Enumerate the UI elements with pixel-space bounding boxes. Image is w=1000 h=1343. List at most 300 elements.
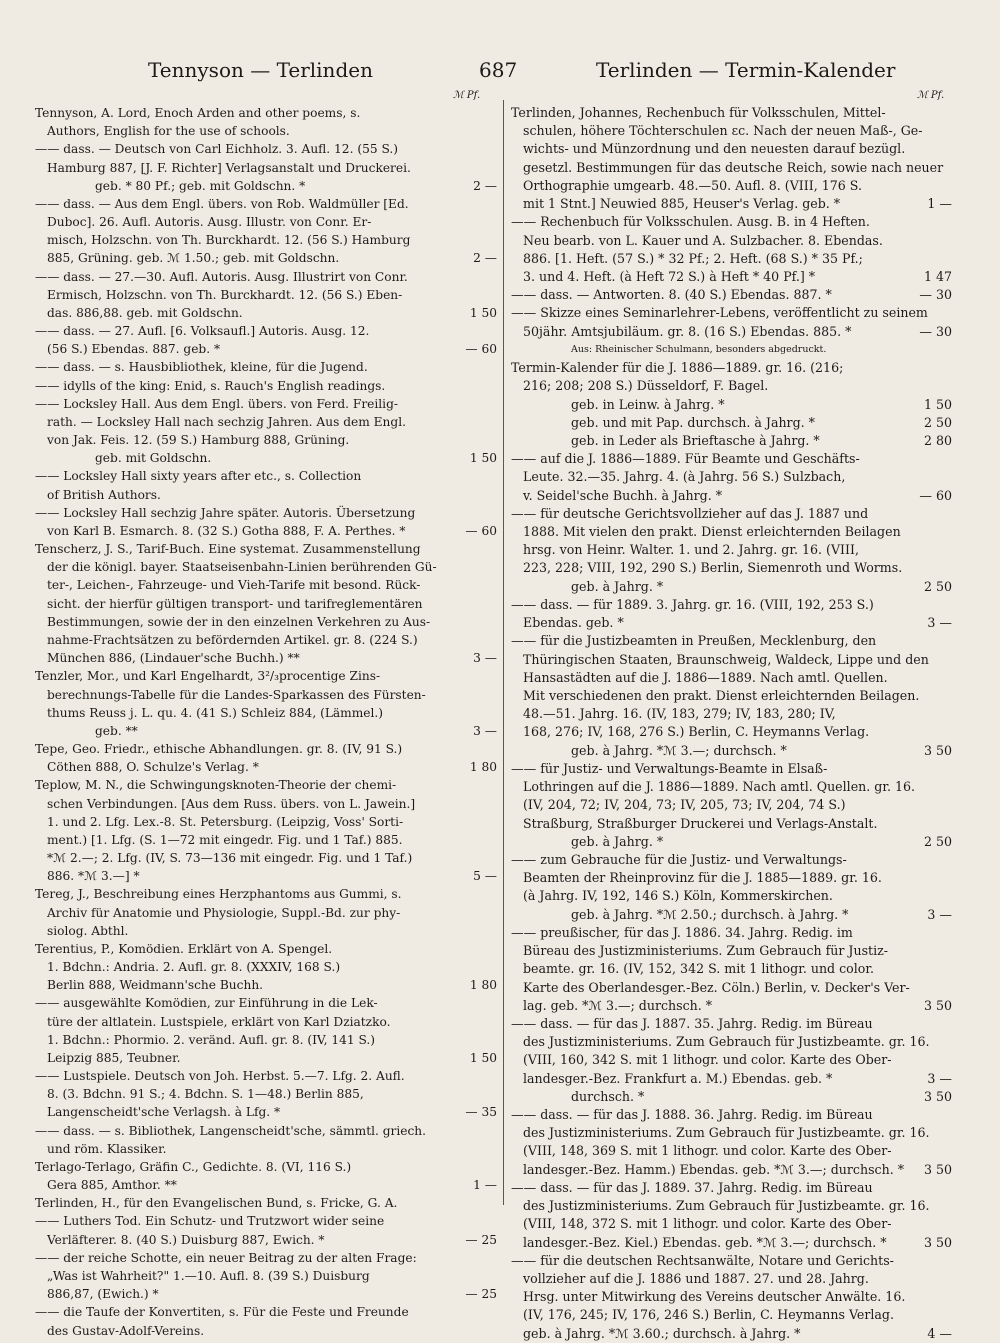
- catalog-line: [35, 467, 497, 485]
- entry-text: geb. mit Goldschn.: [95, 451, 212, 466]
- entry-text: —— dass. — für das J. 1887. 35. Jahrg. Redig. im Büreau: [511, 1015, 873, 1031]
- entry-text: (VIII, 148, 369 S. mit 1 lithogr. und color. Karte des Ober-: [523, 1143, 892, 1159]
- catalog-line: [35, 940, 497, 958]
- catalog-line: [35, 377, 497, 395]
- entry-text: 223, 228; VIII, 192, 290 S.) Berlin, Siemenroth und Worms.: [523, 560, 903, 576]
- catalog-line: [35, 358, 497, 376]
- price: 1 50: [469, 1050, 497, 1065]
- entry-text: —— dass. — s. Bibliothek, Langenscheidt'sche, sämmtl. griech.: [35, 1123, 427, 1138]
- entry-text: landesger.-Bez. Frankfurt a. M.) Ebendas. geb. *: [523, 1070, 833, 1086]
- left-column: [35, 104, 497, 1340]
- entry-text: geb. à Jahrg. *ℳ 2.50.; durchsch. à Jahrg. *: [571, 906, 849, 922]
- catalog-line: [35, 122, 497, 140]
- catalog-line: [35, 686, 497, 704]
- catalog-line: [511, 651, 952, 669]
- price: 3 —: [473, 723, 497, 738]
- right-column: [511, 104, 952, 1343]
- entry-text: 8. (3. Bdchn. 91 S.; 4. Bdchn. S. 1—48.) Berlin 885,: [47, 1087, 364, 1102]
- entry-text: (VIII, 160, 342 S. mit 1 lithogr. und color. Karte des Ober-: [523, 1052, 892, 1068]
- catalog-line: [511, 450, 952, 468]
- entry-text: (VIII, 148, 372 S. mit 1 lithogr. und color. Karte des Ober-: [523, 1216, 892, 1232]
- catalog-line: [511, 723, 952, 741]
- catalog-line: [35, 667, 497, 685]
- entry-text: Duboc]. 26. Aufl. Autoris. Ausg. Illustr. von Conr. Er-: [47, 215, 372, 230]
- entry-text: —— für die Justizbeamten in Preußen, Mecklenburg, den: [511, 633, 877, 649]
- catalog-line: [35, 1158, 497, 1176]
- entry-text: —— idylls of the king: Enid, s. Rauch's English readings.: [35, 378, 386, 393]
- catalog-line: [511, 1325, 952, 1343]
- price: 5 —: [473, 869, 497, 884]
- catalog-line: [35, 1212, 497, 1230]
- entry-text: Ebendas. geb. *: [523, 615, 624, 631]
- catalog-line: [511, 1234, 952, 1252]
- entry-text: —— dass. — s. Hausbibliothek, kleine, für die Jugend.: [35, 360, 368, 375]
- entry-text: München 886, (Lindauer'sche Buchh.) **: [47, 651, 300, 666]
- catalog-line: [511, 122, 952, 140]
- entry-text: schulen, höhere Töchterschulen ɛc. Nach der neuen Maß-, Ge-: [523, 123, 923, 139]
- entry-text: —— für Justiz- und Verwaltungs-Beamte in Elsaß-: [511, 760, 828, 776]
- catalog-line: [511, 341, 952, 359]
- entry-text: Terlinden, H., für den Evangelischen Bund, s. Fricke, G. A.: [35, 1196, 398, 1211]
- catalog-line: [511, 177, 952, 195]
- catalog-line: [35, 140, 497, 158]
- entry-text: landesger.-Bez. Kiel.) Ebendas. geb. *ℳ 3.—; durchsch. *: [523, 1234, 887, 1250]
- catalog-line: [35, 649, 497, 667]
- catalog-line: [35, 722, 497, 740]
- entry-text: Authors, English for the use of schools.: [47, 124, 290, 139]
- entry-text: Hansastädten auf die J. 1886—1889. Nach amtl. Quellen.: [523, 669, 888, 685]
- entry-text: schen Verbindungen. [Aus dem Russ. übers. von L. Jawein.]: [47, 796, 416, 811]
- entry-text: des Justizministeriums. Zum Gebrauch für Justizbeamte. gr. 16.: [523, 1034, 930, 1050]
- entry-text: Hamburg 887, [J. F. Richter] Verlagsanstalt und Druckerei.: [47, 160, 411, 175]
- catalog-line: [511, 104, 952, 122]
- entry-text: rath. — Locksley Hall nach sechzig Jahren. Aus dem Engl.: [47, 414, 406, 429]
- catalog-line: [35, 595, 497, 613]
- price: 3 —: [927, 906, 952, 922]
- entry-text: misch, Holzschn. von Th. Burckhardt. 12. (56 S.) Hamburg: [47, 233, 411, 248]
- entry-text: 48.—51. Jahrg. 16. (IV, 183, 279; IV, 183, 280; IV,: [523, 706, 836, 722]
- entry-text: 886. [1. Heft. (57 S.) * 32 Pf.; 2. Heft. (68 S.) * 35 Pf.;: [523, 250, 863, 266]
- catalog-line: [35, 849, 497, 867]
- entry-text: 1888. Mit vielen den prakt. Dienst erleichternden Beilagen: [523, 524, 901, 540]
- price: — 25: [465, 1287, 497, 1302]
- catalog-line: [511, 851, 952, 869]
- entry-text: des Gustav-Adolf-Vereins.: [47, 1323, 205, 1338]
- entry-text: das. 886,88. geb. mit Goldschn.: [47, 305, 243, 320]
- entry-text: wichts- und Münzordnung und den neuesten darauf bezügl.: [523, 141, 906, 157]
- entry-text: (IV, 176, 245; IV, 176, 246 S.) Berlin, C. Heymanns Verlag.: [523, 1307, 894, 1323]
- entry-text: geb. à Jahrg. *: [571, 578, 664, 594]
- catalog-line: [511, 1161, 952, 1179]
- catalog-line: [511, 1179, 952, 1197]
- entry-text: und röm. Klassiker.: [47, 1141, 167, 1156]
- catalog-line: [511, 869, 952, 887]
- catalog-line: [511, 523, 952, 541]
- catalog-line: [35, 231, 497, 249]
- price: — 30: [919, 323, 952, 339]
- catalog-line: [511, 796, 952, 814]
- entry-text: Thüringischen Staaten, Braunschweig, Waldeck, Lippe und den: [523, 651, 929, 667]
- catalog-line: [511, 596, 952, 614]
- catalog-line: [35, 558, 497, 576]
- price: 4 —: [927, 1325, 952, 1341]
- catalog-line: [511, 979, 952, 997]
- entry-text: „Was ist Wahrheit?" 1.—10. Aufl. 8. (39 S.) Duisburg: [47, 1269, 370, 1283]
- entry-text: Ermisch, Holzschn. von Th. Burckhardt. 12. (56 S.) Eben-: [47, 287, 403, 302]
- entry-text: —— für die deutschen Rechtsanwälte, Notare und Gerichts-: [511, 1252, 894, 1268]
- catalog-line: [35, 1231, 497, 1249]
- price: 1 50: [923, 396, 952, 412]
- entry-text: 168, 276; IV, 168, 276 S.) Berlin, C. Heymanns Verlag.: [523, 724, 870, 740]
- catalog-line: [35, 904, 497, 922]
- entry-text: —— Locksley Hall. Aus dem Engl. übers. von Ferd. Freilig-: [35, 396, 398, 411]
- catalog-line: [35, 885, 497, 903]
- catalog-line: [35, 486, 497, 504]
- price: 3 50: [923, 1234, 952, 1250]
- entry-text: Mit verschiedenen den prakt. Dienst erleichternden Beilagen.: [523, 688, 920, 703]
- entry-text: vollzieher auf die J. 1886 und 1887. 27. und 28. Jahrg.: [523, 1271, 869, 1286]
- entry-text: Leipzig 885, Teubner.: [47, 1050, 181, 1065]
- price: 1 80: [469, 978, 497, 993]
- catalog-line: [35, 104, 497, 122]
- catalog-line: [35, 976, 497, 994]
- catalog-line: [35, 304, 497, 322]
- price: 2 50: [923, 414, 952, 430]
- entry-text: gesetzl. Bestimmungen für das deutsche Reich, sowie nach neuer: [523, 159, 944, 175]
- entry-text: Tennyson, A. Lord, Enoch Arden and other poems, s.: [35, 106, 361, 120]
- entry-text: of British Authors.: [47, 487, 161, 502]
- entry-text: türe der altlatein. Lustspiele, erklärt von Karl Dziatzko.: [47, 1014, 391, 1029]
- catalog-line: [35, 1067, 497, 1085]
- price: — 60: [465, 342, 497, 357]
- catalog-line: [511, 1088, 952, 1106]
- entry-text: Neu bearb. von L. Kauer und A. Sulzbacher. 8. Ebendas.: [523, 232, 883, 248]
- price: 3 —: [927, 1070, 952, 1086]
- price: 3 —: [473, 651, 497, 666]
- catalog-line: [511, 286, 952, 304]
- price: — 35: [465, 1105, 497, 1120]
- catalog-line: [511, 140, 952, 158]
- catalog-line: [511, 1306, 952, 1324]
- price: 3 50: [923, 1088, 952, 1104]
- entry-text: —— dass. — 27.—30. Aufl. Autoris. Ausg. Illustrirt von Conr.: [35, 269, 408, 284]
- price: — 25: [465, 1232, 497, 1247]
- entry-text: —— ausgewählte Komödien, zur Einführung in die Lek-: [35, 996, 378, 1011]
- entry-text: 885, Grüning. geb. ℳ 1.50.; geb. mit Goldschn.: [47, 251, 340, 266]
- price: 3 50: [923, 997, 952, 1013]
- catalog-line: [511, 487, 952, 505]
- catalog-line: [511, 213, 952, 231]
- catalog-line: [511, 887, 952, 905]
- catalog-line: [511, 1270, 952, 1288]
- price: 1 —: [927, 196, 952, 212]
- catalog-line: [511, 778, 952, 796]
- catalog-line: [35, 159, 497, 177]
- entry-text: geb. * 80 Pf.; geb. mit Goldschn. *: [95, 178, 306, 193]
- entry-text: Aus: Rheinischer Schulmann, besonders abgedruckt.: [571, 343, 827, 355]
- entry-text: —— preußischer, für das J. 1886. 34. Jahrg. Redig. im: [511, 924, 853, 940]
- price: 1 47: [923, 268, 952, 284]
- entry-text: —— dass. — für das J. 1888. 36. Jahrg. Redig. im Büreau: [511, 1107, 873, 1123]
- catalog-line: [35, 994, 497, 1012]
- catalog-line: [511, 1033, 952, 1051]
- entry-text: 886,87, (Ewich.) *: [47, 1287, 159, 1302]
- entry-text: —— dass. — Deutsch von Carl Eichholz. 3. Aufl. 12. (55 S.): [35, 142, 398, 157]
- catalog-line: [35, 1049, 497, 1067]
- catalog-line: [35, 413, 497, 431]
- catalog-line: [511, 1015, 952, 1033]
- entry-text: —— auf die J. 1886—1889. Für Beamte und Geschäfts-: [511, 451, 860, 467]
- entry-text: der die königl. bayer. Staatseisenbahn-Linien berührenden Gü-: [47, 560, 437, 575]
- entry-text: —— Lustspiele. Deutsch von Joh. Herbst. 5.—7. Lfg. 2. Aufl.: [35, 1069, 405, 1084]
- catalog-line: [511, 304, 952, 322]
- entry-text: —— Rechenbuch für Volksschulen. Ausg. B. in 4 Heften.: [511, 214, 870, 230]
- price: 1 —: [473, 1178, 497, 1193]
- catalog-line: [511, 414, 952, 432]
- entry-text: geb. à Jahrg. *ℳ 3.60.; durchsch. à Jahrg. *: [523, 1325, 801, 1341]
- price: 2 50: [923, 833, 952, 849]
- entry-text: 3. und 4. Heft. (à Heft 72 S.) à Heft * 40 Pf.] *: [523, 268, 816, 284]
- catalog-line: [35, 1031, 497, 1049]
- catalog-line: [35, 504, 497, 522]
- catalog-line: [35, 213, 497, 231]
- catalog-line: [511, 960, 952, 978]
- price-unit-header-left: ℳ Pf.: [453, 90, 481, 101]
- catalog-line: [35, 758, 497, 776]
- catalog-line: [511, 906, 952, 924]
- catalog-line: [511, 268, 952, 286]
- entry-text: Terentius, P., Komödien. Erklärt von A. Spengel.: [35, 941, 333, 956]
- catalog-line: [511, 396, 952, 414]
- price-unit-header-right: ℳ Pf.: [917, 90, 945, 101]
- price: — 60: [919, 487, 952, 503]
- entry-text: nahme-Frachtsätzen zu befördernden Artikel. gr. 8. (224 S.): [47, 632, 418, 647]
- catalog-line: [35, 540, 497, 558]
- catalog-line: [511, 1051, 952, 1069]
- entry-text: (IV, 204, 72; IV, 204, 73; IV, 205, 73; IV, 204, 74 S.): [523, 797, 846, 813]
- entry-text: Orthographie umgearb. 48.—50. Aufl. 8. (VIII, 176 S.: [523, 177, 862, 193]
- entry-text: geb. à Jahrg. *ℳ 3.—; durchsch. *: [571, 742, 787, 758]
- entry-text: durchsch. *: [571, 1088, 645, 1104]
- entry-text: Tereg, J., Beschreibung eines Herzphantoms aus Gummi, s.: [35, 887, 402, 902]
- catalog-line: [35, 1249, 497, 1267]
- entry-text: geb. **: [95, 723, 138, 738]
- entry-text: —— dass. — für das J. 1889. 37. Jahrg. Redig. im Büreau: [511, 1179, 873, 1195]
- column-divider: [503, 100, 504, 1205]
- catalog-line: [511, 742, 952, 760]
- entry-text: Tenzler, Mor., und Karl Engelhardt, 3²/₃procentige Zins-: [35, 669, 381, 684]
- catalog-line: [511, 833, 952, 851]
- catalog-line: [511, 232, 952, 250]
- entry-text: (à Jahrg. IV, 192, 146 S.) Köln, Kommerskirchen.: [523, 888, 833, 904]
- price: 3 50: [923, 1161, 952, 1177]
- entry-text: 50jähr. Amtsjubiläum. gr. 8. (16 S.) Ebendas. 885. *: [523, 323, 852, 339]
- catalog-line: [35, 776, 497, 794]
- entry-text: 216; 208; 208 S.) Düsseldorf, F. Bagel.: [523, 378, 769, 394]
- catalog-line: [35, 631, 497, 649]
- catalog-line: [511, 1215, 952, 1233]
- catalog-line: [35, 1176, 497, 1194]
- entry-text: —— Locksley Hall sechzig Jahre später. Autoris. Übersetzung: [35, 505, 416, 520]
- running-head-right: Terlinden — Termin-Kalender: [596, 58, 896, 82]
- catalog-line: [35, 1140, 497, 1158]
- catalog-line: [35, 431, 497, 449]
- catalog-line: [35, 1285, 497, 1303]
- catalog-line: [35, 613, 497, 631]
- catalog-line: [35, 795, 497, 813]
- entry-text: des Justizministeriums. Zum Gebrauch für Justizbeamte. gr. 16.: [523, 1198, 930, 1214]
- entry-text: mit 1 Stnt.] Neuwied 885, Heuser's Verlag. geb. *: [523, 196, 841, 212]
- price: 1 50: [469, 451, 497, 466]
- catalog-line: [35, 813, 497, 831]
- catalog-line: [511, 159, 952, 177]
- catalog-line: [511, 1197, 952, 1215]
- entry-text: landesger.-Bez. Hamm.) Ebendas. geb. *ℳ 3.—; durchsch. *: [523, 1161, 905, 1177]
- catalog-line: [35, 449, 497, 467]
- entry-text: berechnungs-Tabelle für die Landes-Sparkassen des Fürsten-: [47, 687, 426, 702]
- entry-text: (56 S.) Ebendas. 887. geb. *: [47, 342, 221, 357]
- entry-text: —— dass. — 27. Aufl. [6. Volksaufl.] Autoris. Ausg. 12.: [35, 324, 370, 339]
- entry-text: Karte des Oberlandesger.-Bez. Cöln.) Berlin, v. Decker's Ver-: [523, 979, 910, 995]
- entry-text: —— dass. — Antworten. 8. (40 S.) Ebendas. 887. *: [511, 287, 832, 303]
- catalog-line: [511, 705, 952, 723]
- catalog-line: [511, 687, 952, 705]
- catalog-line: [511, 505, 952, 523]
- entry-text: des Justizministeriums. Zum Gebrauch für Justizbeamte. gr. 16.: [523, 1125, 930, 1141]
- entry-text: hrsg. von Heinr. Walter. 1. und 2. Jahrg. gr. 16. (VIII,: [523, 542, 859, 558]
- entry-text: Cöthen 888, O. Schulze's Verlag. *: [47, 760, 259, 775]
- entry-text: Terlago-Terlago, Gräfin C., Gedichte. 8. (VI, 116 S.): [35, 1159, 352, 1174]
- catalog-line: [35, 322, 497, 340]
- price: 2 —: [473, 251, 497, 266]
- entry-text: —— der reiche Schotte, ein neuer Beitrag zu der alten Frage:: [35, 1250, 417, 1265]
- entry-text: Büreau des Justizministeriums. Zum Gebrauch für Justiz-: [523, 943, 889, 959]
- catalog-line: [511, 1070, 952, 1088]
- entry-text: 1. Bdchn.: Andria. 2. Aufl. gr. 8. (XXXIV, 168 S.): [47, 960, 341, 975]
- catalog-line: [511, 924, 952, 942]
- entry-text: ment.) [1. Lfg. (S. 1—72 mit eingedr. Fig. und 1 Taf.) 885.: [47, 832, 403, 847]
- entry-text: —— Locksley Hall sixty years after etc., s. Collection: [35, 469, 362, 484]
- catalog-line: [511, 632, 952, 650]
- catalog-line: [35, 1322, 497, 1340]
- entry-text: beamte. gr. 16. (IV, 152, 342 S. mit 1 lithogr. und color.: [523, 961, 875, 977]
- entry-text: lag. geb. *ℳ 3.—; durchsch. *: [523, 997, 713, 1013]
- catalog-line: [35, 831, 497, 849]
- catalog-line: [511, 614, 952, 632]
- catalog-line: [35, 704, 497, 722]
- catalog-line: [511, 942, 952, 960]
- catalog-line: [511, 760, 952, 778]
- entry-text: siolog. Abthl.: [47, 923, 129, 938]
- page-number: 687: [479, 58, 518, 82]
- catalog-line: [35, 740, 497, 758]
- price: — 60: [465, 523, 497, 538]
- catalog-line: [35, 177, 497, 195]
- entry-text: 1. Bdchn.: Phormio. 2. veränd. Aufl. gr. 8. (IV, 141 S.): [47, 1032, 375, 1047]
- catalog-line: [35, 340, 497, 358]
- catalog-line: [35, 1267, 497, 1285]
- entry-text: Hrsg. unter Mitwirkung des Vereins deutscher Anwälte. 16.: [523, 1289, 906, 1305]
- catalog-line: [511, 1252, 952, 1270]
- entry-text: —— für deutsche Gerichtsvollzieher auf das J. 1887 und: [511, 505, 869, 521]
- catalog-line: [35, 286, 497, 304]
- entry-text: Termin-Kalender für die J. 1886—1889. gr. 16. (216;: [511, 360, 844, 376]
- catalog-line: [35, 1122, 497, 1140]
- price: — 30: [919, 287, 952, 303]
- entry-text: —— die Taufe der Konvertiten, s. Für die Feste und Freunde: [35, 1305, 409, 1320]
- entry-text: Lothringen auf die J. 1886—1889. Nach amtl. Quellen. gr. 16.: [523, 779, 915, 795]
- catalog-line: [511, 432, 952, 450]
- catalog-line: [35, 1194, 497, 1212]
- entry-text: ter-, Leichen-, Fahrzeuge- und Vieh-Tarife mit besond. Rück-: [47, 578, 421, 593]
- running-head-left: Tennyson — Terlinden: [148, 58, 373, 82]
- catalog-line: [511, 541, 952, 559]
- catalog-line: [511, 323, 952, 341]
- entry-text: Verläfterer. 8. (40 S.) Duisburg 887, Ewich. *: [47, 1232, 325, 1247]
- catalog-line: [35, 1303, 497, 1321]
- entry-text: —— Skizze eines Seminarlehrer-Lebens, veröffentlicht zu seinem: [511, 305, 928, 321]
- catalog-line: [511, 377, 952, 395]
- entry-text: von Jak. Feis. 12. (59 S.) Hamburg 888, Grüning.: [47, 433, 350, 448]
- entry-text: *ℳ 2.—; 2. Lfg. (IV, S. 73—136 mit eingedr. Fig. und 1 Taf.): [47, 851, 413, 866]
- catalog-line: [511, 1106, 952, 1124]
- catalog-line: [35, 249, 497, 267]
- entry-text: von Karl B. Esmarch. 8. (32 S.) Gotha 888, F. A. Perthes. *: [47, 523, 406, 538]
- catalog-line: [35, 395, 497, 413]
- entry-text: v. Seidel'sche Buchh. à Jahrg. *: [523, 487, 723, 503]
- entry-text: Archiv für Anatomie und Physiologie, Suppl.-Bd. zur phy-: [47, 905, 401, 920]
- entry-text: Straßburg, Straßburger Druckerei und Verlags-Anstalt.: [523, 815, 878, 831]
- price: 2 80: [923, 432, 952, 448]
- catalog-line: [35, 867, 497, 885]
- price: 1 50: [469, 305, 497, 320]
- catalog-line: [511, 578, 952, 596]
- entry-text: geb. à Jahrg. *: [571, 833, 664, 849]
- entry-text: —— Luthers Tod. Ein Schutz- und Trutzwort wider seine: [35, 1214, 385, 1229]
- catalog-line: [35, 1103, 497, 1121]
- entry-text: Gera 885, Amthor. **: [47, 1178, 177, 1193]
- entry-text: Teplow, M. N., die Schwingungsknoten-Theorie der chemi-: [35, 778, 397, 793]
- entry-text: Terlinden, Johannes, Rechenbuch für Volksschulen, Mittel-: [511, 105, 886, 120]
- entry-text: thums Reuss j. L. qu. 4. (41 S.) Schleiz 884, (Lämmel.): [47, 705, 384, 720]
- price: 2 —: [473, 178, 497, 193]
- entry-text: —— dass. — für 1889. 3. Jahrg. gr. 16. (VIII, 192, 253 S.): [511, 596, 874, 612]
- entry-text: Tepe, Geo. Friedr., ethische Abhandlungen. gr. 8. (IV, 91 S.): [35, 742, 403, 757]
- catalog-line: [511, 815, 952, 833]
- catalog-line: [511, 559, 952, 577]
- catalog-line: [511, 195, 952, 213]
- entry-text: Beamten der Rheinprovinz für die J. 1885—1889. gr. 16.: [523, 870, 882, 886]
- entry-text: 886. *ℳ 3.—] *: [47, 869, 140, 884]
- entry-text: geb. und mit Pap. durchsch. à Jahrg. *: [571, 414, 815, 430]
- entry-text: Langenscheidt'sche Verlagsh. à Lfg. *: [47, 1105, 281, 1120]
- catalog-line: [35, 1013, 497, 1031]
- entry-text: —— dass. — Aus dem Engl. übers. von Rob. Waldmüller [Ed.: [35, 196, 409, 211]
- entry-text: —— zum Gebrauche für die Justiz- und Verwaltungs-: [511, 851, 847, 867]
- catalog-line: [35, 576, 497, 594]
- price: 2 50: [923, 578, 952, 594]
- price: 3 50: [923, 742, 952, 758]
- catalog-line: [511, 250, 952, 268]
- entry-text: sicht. der hierfür gültigen transport- und tarifreglementären: [47, 596, 423, 611]
- catalog-line: [35, 922, 497, 940]
- catalog-line: [511, 669, 952, 687]
- catalog-line: [511, 359, 952, 377]
- catalog-line: [35, 1085, 497, 1103]
- catalog-line: [35, 268, 497, 286]
- catalog-line: [511, 1142, 952, 1160]
- entry-text: geb. in Leinw. à Jahrg. *: [571, 396, 725, 412]
